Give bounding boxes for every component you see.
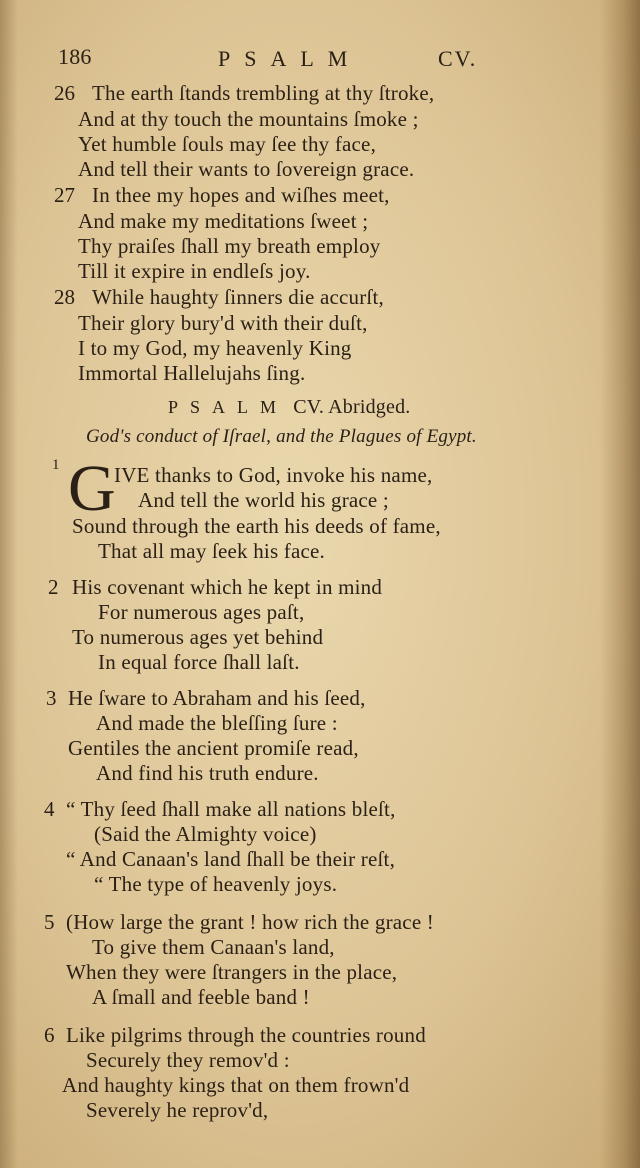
verse-line: That all may ſeek his face. <box>98 539 325 563</box>
page-gutter-shadow <box>0 0 18 1168</box>
running-title-suffix: CV. <box>438 46 478 71</box>
stanza-number: 2 <box>48 575 59 599</box>
verse-line: To numerous ages yet behind <box>72 625 324 649</box>
verse-line: Sound through the earth his deeds of fame, <box>72 514 441 538</box>
page-edge-shadow <box>600 0 640 1168</box>
verse-line: “ And Canaan's land ſhall be their reſt, <box>66 847 396 871</box>
verse-line: And find his truth endure. <box>96 761 319 785</box>
verse-line: Gentiles the ancient promiſe read, <box>68 736 359 760</box>
verse-line: Severely he reprov'd, <box>86 1098 269 1122</box>
verse-line: And tell their wants to ſovereign grace. <box>78 157 415 181</box>
verse-line: Immortal Hallelujahs ſing. <box>78 361 306 385</box>
verse-line: And at thy touch the mountains ſmoke ; <box>78 107 419 131</box>
verse-line: Securely they remov'd : <box>86 1048 290 1072</box>
drop-cap: G <box>68 452 116 525</box>
psalm-heading <box>168 394 410 420</box>
verse-line: (Said the Almighty voice) <box>94 822 317 846</box>
verse-line: To give them Canaan's land, <box>92 935 335 959</box>
verse-line: Yet humble ſouls may ſee thy face, <box>78 132 377 156</box>
verse-line: A ſmall and feeble band ! <box>92 985 310 1009</box>
verse-line: The earth ſtands trembling at thy ſtroke, <box>92 81 435 105</box>
verse-line: Their glory bury'd with their duſt, <box>78 311 368 335</box>
page-number: 186 <box>58 44 92 69</box>
psalm-subtitle: God's conduct of Iſrael, and the Plagues of Egypt. <box>86 426 477 447</box>
verse-line: “ Thy ſeed ſhall make all nations bleſt, <box>66 797 396 821</box>
verse-line: Thy praiſes ſhall my breath employ <box>78 234 381 258</box>
verse-line: For numerous ages paſt, <box>98 600 305 624</box>
verse-line: IVE thanks to God, invoke his name, <box>114 463 433 487</box>
stanza-number: 3 <box>46 686 57 710</box>
verse-line: Like pilgrims through the countries round <box>66 1023 426 1047</box>
stanza-number: 5 <box>44 910 55 934</box>
verse-line: “ The type of heavenly joys. <box>94 872 338 896</box>
verse-line: In thee my hopes and wiſhes meet, <box>92 183 390 207</box>
verse-line: And made the bleſſing ſure : <box>96 711 338 735</box>
stanza-number: 6 <box>44 1023 55 1047</box>
verse-line: And make my meditations ſweet ; <box>78 209 369 233</box>
verse-line: His covenant which he kept in mind <box>72 575 383 599</box>
verse-line: And tell the world his grace ; <box>138 488 389 512</box>
stanza-number: 1 <box>52 457 60 473</box>
verse-line: And haughty kings that on them frown'd <box>62 1073 410 1097</box>
psalm-heading-rest: CV. Abridged. <box>293 396 411 418</box>
verse-line: In equal force ſhall laſt. <box>98 650 300 674</box>
stanza-number: 27 <box>54 183 75 207</box>
psalm-heading-caps: PSALM <box>168 397 289 417</box>
verse-line: I to my God, my heavenly King <box>78 336 352 360</box>
stanza-number: 26 <box>54 81 75 105</box>
verse-line: When they were ſtrangers in the place, <box>66 960 398 984</box>
running-title: PSALM <box>218 46 362 71</box>
verse-line: While haughty ſinners die accurſt, <box>92 285 384 309</box>
verse-line: He ſware to Abraham and his ſeed, <box>68 686 366 710</box>
verse-line: Till it expire in endleſs joy. <box>78 259 311 283</box>
stanza-number: 28 <box>54 285 75 309</box>
stanza-number: 4 <box>44 797 55 821</box>
verse-line: (How large the grant ! how rich the grace ! <box>66 910 434 934</box>
